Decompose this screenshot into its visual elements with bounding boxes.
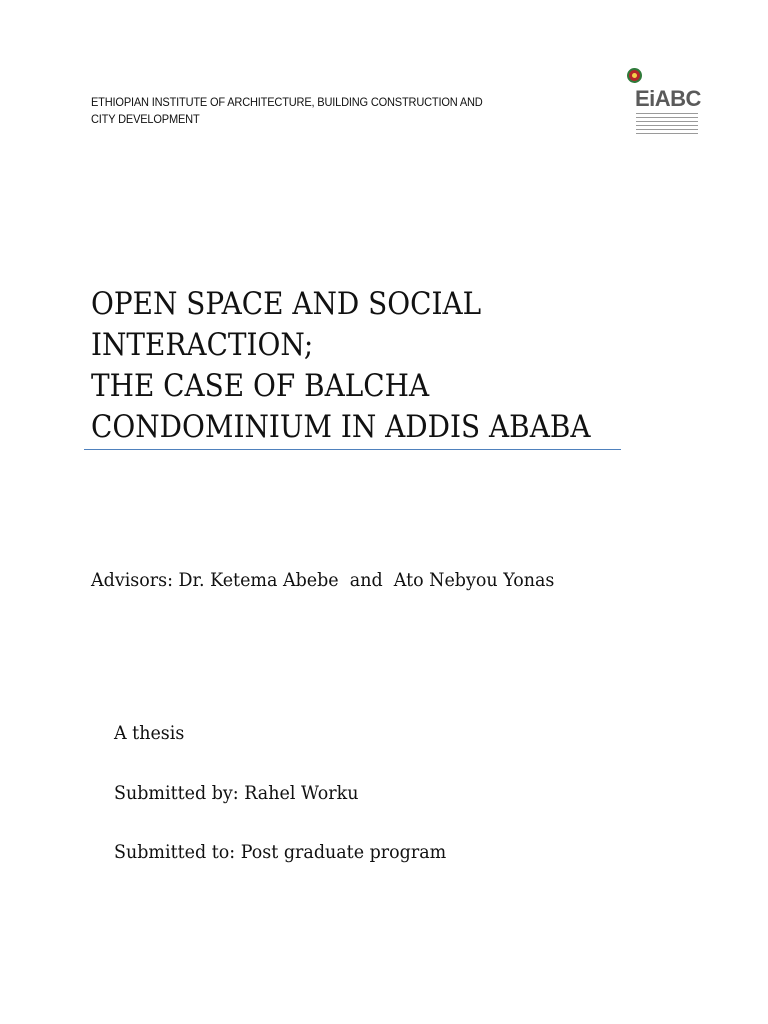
institute-name-line-2: CITY DEVELOPMENT xyxy=(91,112,200,126)
institute-name xyxy=(91,94,523,128)
eiabc-logo xyxy=(624,66,704,138)
title-underline xyxy=(84,449,621,450)
thesis-type: A thesis xyxy=(114,722,185,744)
emblem-icon xyxy=(627,68,642,83)
submitted-to: Submitted to: Post graduate program xyxy=(114,841,447,863)
logo-fine-print-lines xyxy=(636,113,698,137)
title-line-2: INTERACTION; xyxy=(91,327,314,363)
title-line-4: CONDOMINIUM IN ADDIS ABABA xyxy=(91,409,591,445)
advisors-line: Advisors: Dr. Ketema Abebe and Ato Nebyou Yonas xyxy=(91,569,555,591)
title-line-1: OPEN SPACE AND SOCIAL xyxy=(91,286,482,322)
logo-wordmark: EiABC xyxy=(635,86,701,111)
submitted-by: Submitted by: Rahel Worku xyxy=(114,782,359,804)
institute-name-line-1: ETHIOPIAN INSTITUTE OF ARCHITECTURE, BUILDING CONSTRUCTION AND xyxy=(91,95,483,109)
thesis-title xyxy=(91,284,631,448)
title-line-3: THE CASE OF BALCHA xyxy=(91,368,430,404)
